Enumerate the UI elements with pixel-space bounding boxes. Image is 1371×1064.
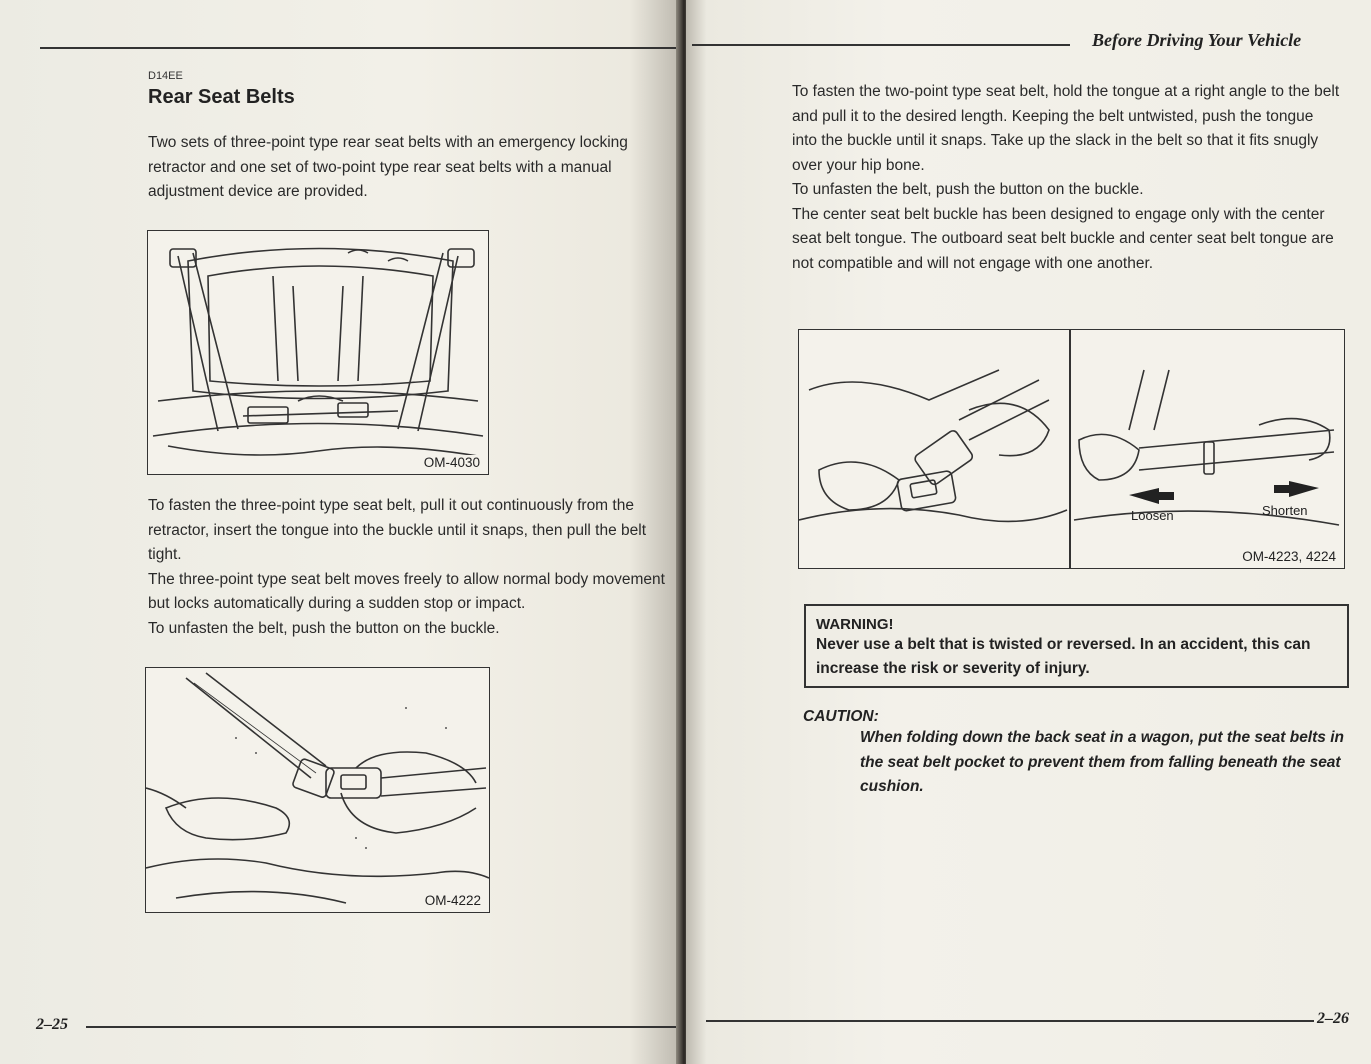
paragraph: The three-point type seat belt moves freely to allow normal body movement but locks automatically during a sudden stop or impact.	[148, 570, 665, 612]
running-header: Before Driving Your Vehicle	[1092, 30, 1302, 50]
paragraph: To fasten the three-point type seat belt, pull it out continuously from the retractor, insert the tongue into the buckle until it snaps, then pull the belt tight.	[148, 497, 647, 563]
left-page	[0, 0, 684, 1064]
two-point-belt-illustration	[799, 330, 1344, 568]
paragraph: To unfasten the belt, push the button on the buckle.	[792, 181, 1144, 198]
paragraph: To fasten the two-point type seat belt, hold the tongue at a right angle to the belt and pull it to the desired length. Keeping the belt untwisted, push the tongue into the buckle until it snaps. Take up the slack in the belt so that it fits snugly over your hip bone.	[792, 83, 1340, 174]
body-text	[792, 80, 1340, 276]
intro-paragraph: Two sets of three-point type rear seat belts with an emergency locking retractor and one set of two-point type rear seat belts with a manual adjustment device are provided.	[148, 134, 628, 200]
page-number: 2–26	[1317, 1010, 1349, 1027]
section-code: D14EE	[148, 70, 183, 82]
figure-label: OM-4222	[424, 893, 481, 908]
caution-text: When folding down the back seat in a wagon, put the seat belts in the seat belt pocket to prevent them from falling beneath the seat cushion.	[860, 729, 1344, 795]
warning-title: WARNING!	[816, 616, 894, 633]
rear-seat-figure	[147, 230, 489, 475]
buckle-figure	[145, 667, 490, 913]
right-page	[686, 0, 1371, 1064]
loosen-label: Loosen	[1131, 508, 1174, 523]
shorten-label: Shorten	[1262, 503, 1308, 518]
figure-divider	[1069, 330, 1071, 568]
figure-label: OM-4223, 4224	[1242, 549, 1336, 564]
footer-rule	[86, 1026, 676, 1028]
rear-seat-illustration	[148, 231, 488, 474]
two-point-belt-figure	[798, 329, 1345, 569]
body-text	[148, 494, 678, 641]
paragraph: The center seat belt buckle has been designed to engage only with the center seat belt tongue. The outboard seat belt buckle and center seat belt tongue are not compatible and will not engage with one another.	[792, 205, 1334, 272]
caution-title: CAUTION:	[803, 708, 879, 725]
page-number: 2–25	[36, 1016, 68, 1033]
buckle-illustration	[146, 668, 489, 912]
figure-label: OM-4030	[423, 455, 480, 470]
section-title: Rear Seat Belts	[148, 86, 295, 108]
warning-text: Never use a belt that is twisted or reversed. In an accident, this can increase the risk or severity of injury.	[816, 636, 1311, 677]
header-rule	[692, 44, 1070, 46]
header-rule	[40, 47, 676, 49]
footer-rule	[706, 1020, 1314, 1022]
paragraph: To unfasten the belt, push the button on the buckle.	[148, 619, 500, 637]
warning-box	[804, 604, 1349, 688]
